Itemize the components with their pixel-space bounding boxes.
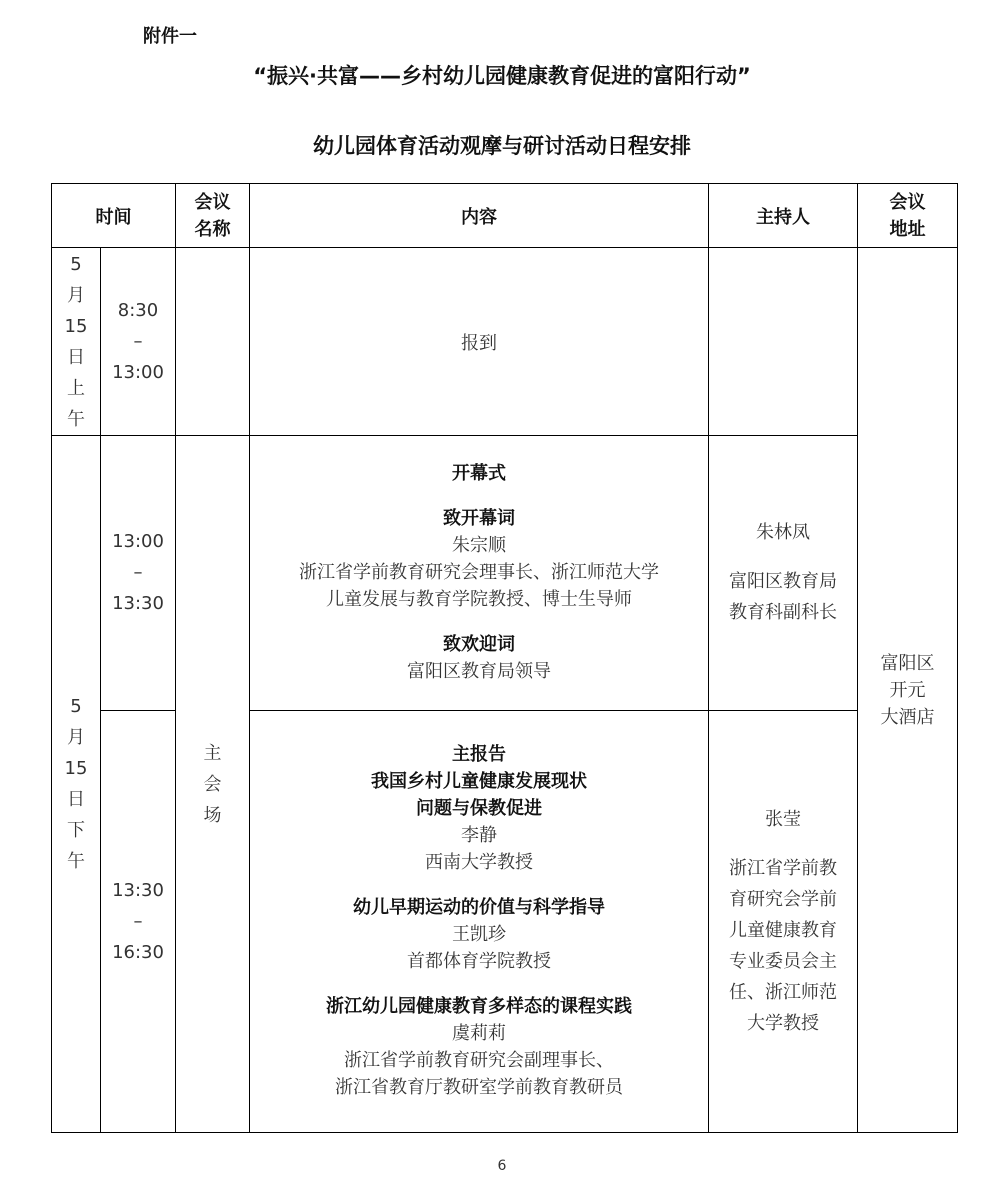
report-title: 幼儿早期运动的价值与科学指导 — [353, 897, 605, 919]
table-row — [52, 248, 958, 436]
opening-heading: 开幕式 — [452, 463, 506, 485]
time-cell: 13:30 – 16:30 — [101, 710, 176, 1132]
time-cell: 13:00 – 13:30 — [101, 436, 176, 710]
schedule-table — [51, 183, 958, 1133]
speaker-name: 虞莉莉 — [452, 1023, 506, 1045]
page-number: 6 — [497, 1158, 507, 1174]
report-title: 浙江幼儿园健康教育多样态的课程实践 — [326, 996, 632, 1018]
header-host: 主持人 — [709, 184, 858, 248]
host-cell-empty — [709, 248, 858, 436]
header-meeting-name: 会议 名称 — [176, 184, 250, 248]
header-time: 时间 — [52, 184, 176, 248]
opening-speech-title: 致开幕词 — [443, 508, 515, 530]
host-name: 张莹 — [765, 808, 801, 830]
content-checkin: 报到 — [250, 248, 709, 436]
address-cell: 富阳区 开元 大酒店 — [858, 248, 958, 1133]
table-row — [52, 436, 958, 710]
speaker-name: 朱宗顺 — [452, 535, 506, 557]
speaker-role: 浙江省教育厅教研室学前教育教研员 — [335, 1077, 623, 1099]
speaker-role: 富阳区教育局领导 — [407, 661, 551, 683]
speaker-role: 儿童发展与教育学院教授、博士生导师 — [326, 589, 632, 611]
keynote-heading: 主报告 — [452, 744, 506, 766]
speaker-role: 浙江省学前教育研究会理事长、浙江师范大学 — [299, 562, 659, 584]
report-title: 问题与保教促进 — [416, 798, 542, 820]
main-title: “振兴·共富——乡村幼儿园健康教育促进的富阳行动” — [253, 64, 751, 88]
time-cell: 8:30 – 13:00 — [101, 248, 176, 436]
speaker-name: 李静 — [461, 825, 497, 847]
table-header-row — [52, 184, 958, 248]
schedule-title: 幼儿园体育活动观摩与研讨活动日程安排 — [313, 134, 691, 158]
attachment-label: 附件一 — [143, 26, 197, 47]
date-am-cell: 5 月 15 日 上 午 — [52, 248, 101, 436]
speaker-role: 西南大学教授 — [425, 852, 533, 874]
welcome-speech-title: 致欢迎词 — [443, 634, 515, 656]
host-cell: 张莹 浙江省学前教 育研究会学前 儿童健康教育 专业委员会主 任、浙江师范 大学教授 — [709, 710, 858, 1132]
venue-cell: 主 会 场 — [176, 436, 250, 1133]
content-opening-ceremony — [250, 436, 709, 710]
content-keynote — [250, 710, 709, 1132]
date-pm-cell: 5 月 15 日 下 午 — [52, 436, 101, 1133]
host-name: 朱林凤 — [756, 522, 810, 544]
header-content: 内容 — [250, 184, 709, 248]
host-cell: 朱林凤 富阳区教育局 教育科副科长 — [709, 436, 858, 710]
speaker-role: 浙江省学前教育研究会副理事长、 — [344, 1050, 614, 1072]
header-address: 会议 地址 — [858, 184, 958, 248]
speaker-name: 王凯珍 — [452, 924, 506, 946]
report-title: 我国乡村儿童健康发展现状 — [371, 771, 587, 793]
meeting-name-cell-empty — [176, 248, 250, 436]
speaker-role: 首都体育学院教授 — [407, 951, 551, 973]
